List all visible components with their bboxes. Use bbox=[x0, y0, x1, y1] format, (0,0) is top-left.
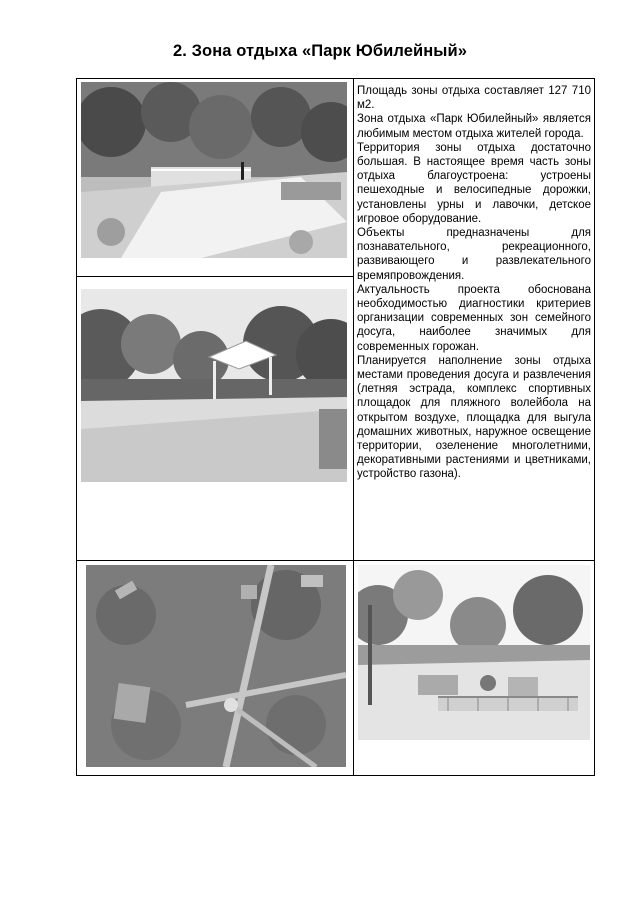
paragraph-favorite-place: Зона отдыха «Парк Юбилейный» является любимым местом отдыха жителей города. bbox=[357, 113, 591, 140]
paragraph-plans: Планируется наполнение зоны отдыха местами проведения досуга и развлечения (летняя эстрада, комплекс спортивных площадок для пляжного волейбола на открытом воздухе, площадка для выгула домашних животных, наружное освещение территории, озеленение многолетними, декоративными растениями и цветниками, устройство газона). bbox=[357, 354, 591, 481]
page-title: 2. Зона отдыха «Парк Юбилейный» bbox=[172, 42, 468, 60]
table-divider-vertical bbox=[353, 78, 354, 776]
photo-playground bbox=[358, 565, 590, 740]
description-text bbox=[357, 84, 591, 482]
paragraph-area: Площадь зоны отдыха составляет 127 710 м2. bbox=[357, 85, 591, 112]
photo-pavilion bbox=[81, 289, 347, 482]
table-divider-left bbox=[76, 276, 354, 277]
photo-aerial-paths bbox=[86, 565, 346, 767]
table-divider-bottom-row bbox=[76, 560, 595, 561]
paragraph-relevance: Актуальность проекта обоснована необходимостью диагностики критериев организации современных зон семейного досуга, наиболее значимых для современных горожан. bbox=[357, 283, 591, 353]
paragraph-objects: Объекты предназначены для познавательного, рекреационного, развивающего и развлекательного времяпровождения. bbox=[357, 227, 591, 282]
paragraph-territory: Территория зоны отдыха достаточно большая. В настоящее время часть зоны отдыха благоустроена: устроены пешеходные и велосипедные дорожки, установлены урны и лавочки, детское игровое оборудование. bbox=[357, 141, 591, 225]
photo-volleyball-court bbox=[81, 82, 347, 258]
